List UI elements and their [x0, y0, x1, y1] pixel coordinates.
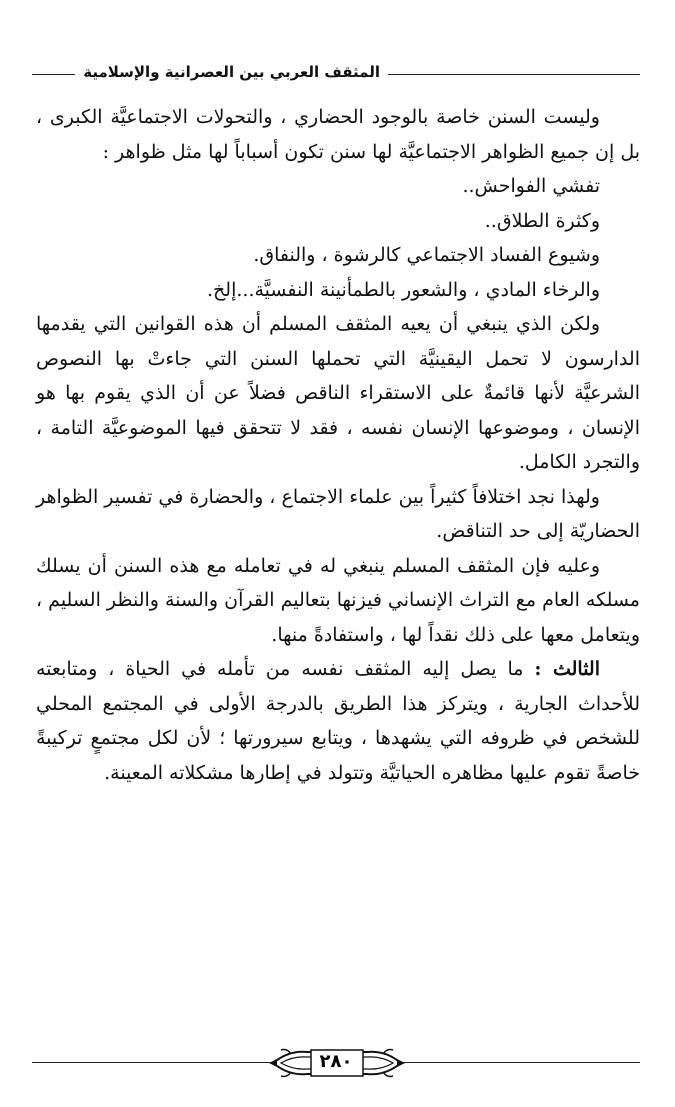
list-item-4: والرخاء المادي ، والشعور بالطمأنينة النفسيَّة...إلخ.	[207, 278, 600, 301]
list-item-2: وكثرة الطلاق..	[484, 209, 600, 232]
list-item-1: تفشي الفواحش..	[462, 175, 600, 197]
paragraph-5-lead: الثالث :	[534, 658, 601, 680]
paragraph-5-text: ما يصل إليه المثقف نفسه من تأمله في الحياة ، ومتابعته للأحداث الجارية ، ويتركز هذا الطريق بالدرجة الأولى في المجتمع المحلي للشخص في ظروفه التي يشهدها ، ويتابع سيرورتها ؛ لأن لكل مجتمعٍ تركيبةً خاصةً تقوم عليها مظاهره الحياتيَّة وتتولد في إطارها مشكلاته المعينة.	[36, 658, 640, 784]
header-title: المثقف العربي بين العصرانية والإسلامية	[75, 63, 388, 81]
paragraph-2: ولكن الذي ينبغي أن يعيه المثقف المسلم أن هذه القوانين التي يقدمها الدارسون لا تحمل اليقينيَّة التي تحملها السنن التي جاءتْ بها النصوص الشرعيَّة لأنها قائمةٌ على الاستقراء الناقص فضلاً عن أن الذي يقوم بها هو الإنسان ، وموضوعها الإنسان نفسه ، فقد لا تتحقق فيها الموضوعيَّة التامة ، والتجرد الكامل.	[36, 313, 640, 473]
footer-rule-right	[398, 1062, 640, 1063]
page-number: ٢٨٠	[319, 1051, 353, 1072]
running-header	[32, 60, 640, 90]
paragraph-3: ولهذا نجد اختلافاً كثيراً بين علماء الاجتماع ، والحضارة في تفسير الظواهر الحضاريّة إلى حد التناقض.	[36, 485, 640, 542]
page-footer	[32, 1040, 640, 1086]
page-body	[36, 100, 640, 790]
paragraph-5	[36, 652, 640, 790]
paragraph-4: وعليه فإن المثقف المسلم ينبغي له في تعامله مع هذه السنن أن يسلك مسلكه العام مع التراث الإنساني فيزنها بتعاليم القرآن والسنة والنظر السليم ، ويتعامل معها على ذلك نقداً لها ، واستفادةً منها.	[36, 554, 640, 646]
paragraph-1: وليست السنن خاصة بالوجود الحضاري ، والتحولات الاجتماعيَّة الكبرى ، بل إن جميع الظواهر الاجتماعيَّة لها سنن تكون أسباباً لها مثل ظواهر :	[36, 106, 640, 163]
footer-rule-left	[32, 1062, 274, 1063]
list-item-3: وشيوع الفساد الاجتماعي كالرشوة ، والنفاق.	[253, 244, 600, 266]
